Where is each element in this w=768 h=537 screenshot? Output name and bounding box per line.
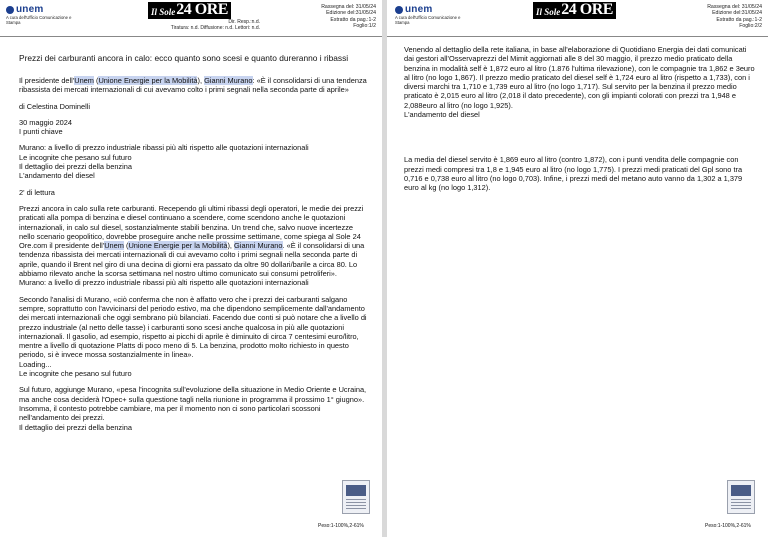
- date-and-keypoints: [19, 118, 367, 137]
- article-title: Prezzi dei carburanti ancora in calo: ecco quanto sono scesi e quanto dureranno i ribassi: [19, 53, 349, 63]
- article-body-page-1: [19, 53, 367, 439]
- unem-dot-icon: [6, 6, 14, 14]
- peso-label: Peso:1-100%,2-61%: [705, 523, 751, 529]
- highlight-name: Gianni Murano: [204, 76, 253, 85]
- body-paragraph-diesel: La media del diesel servito è 1,869 euro al litro (contro 1,872), con i punti vendita delle compagnie con prezzi medi compresi tra 1,8 e 1,945 euro al litro (no logo 1,775). I prezzi medi praticati del Gpl sono tra 0,716 e 0,738 euro al litro (no logo 0,703). Infine, i prezzi medi del metano auto vanno da 1,302 a 1,379 euro al kg (no logo 1,312).: [404, 155, 743, 193]
- header-center-meta: Dir. Resp.:n.d. Tiratura: n.d. Diffusione: n.d. Lettori: n.d.: [170, 19, 260, 31]
- clipping-page-2: [387, 0, 768, 537]
- unem-wordmark: unem: [405, 4, 433, 15]
- unem-logo: [395, 4, 465, 25]
- unem-wordmark: unem: [16, 4, 44, 15]
- header-right-meta: Rassegna del: 31/05/24 Edizione del:31/05/24 Estratto da pag.:1-2 Foglio:2/2: [707, 4, 762, 30]
- page-thumbnail-image: [727, 480, 755, 514]
- list-item: L'andamento del diesel: [19, 171, 95, 181]
- highlight-unem: Unem: [74, 76, 94, 85]
- sole24ore-logo: Il Sole 24 ORE: [533, 2, 616, 19]
- highlight-org: Unione Energie per la Mobilità: [98, 76, 198, 85]
- article-lead: Il presidente dell'Unem (Unione Energie per la Mobilità), Gianni Murano: «È il consolidarsi di una tendenza ribassista dei mercati internazionali di cui avevamo colto i primi segnali nella seconda parte di aprile»: [19, 76, 367, 95]
- unem-subtitle: A cura dell'Ufficio Comunicazione e Stampa: [395, 15, 461, 25]
- loading-text: Loading...: [19, 359, 52, 369]
- header-rule: [387, 36, 768, 37]
- header-rule: [0, 36, 382, 37]
- list-item: Il dettaglio dei prezzi della benzina: [19, 162, 132, 172]
- body-paragraph-2: Secondo l'analisi di Murano, «ciò conferma che non è affatto vero che i prezzi dei carburanti salgano sempre, soprattutto con l'avvicinarsi del periodo estivo, ma che dipendono semplicemente dall'andamento dei mercati internazionali che oggi sembrano più bilanciati. Facendo due conti si può notare che a livello di prezzo industriale (al netto delle tasse) i carburanti sono scesi anche qualcosa in più alle quotazioni internazionali. Il gasolio, ad esempio, rispetto ai picchi di aprile è diminuito di circa 7 centesimi euro/litro, mentre a livello di quotazione Platts di poco meno di 5. La benzina, prodotto molto richiesto in questo periodo, si è invece mossa sostanzialmente in linea». Loading... Le incognite che pesano sul futuro: [19, 294, 367, 379]
- list-item: Le incognite che pesano sul futuro: [19, 152, 132, 162]
- body-paragraph-benzina: Venendo al dettaglio della rete italiana, in base all'elaborazione di Quotidiano Energia dei dati comunicati dai gestori all'Osservaprezzi del Mimit aggiornati alle 8 del 30 maggio, il prezzo medio praticato della benzina in modalità self è 1,872 euro al litro (1.876 l'ultima rilevazione), con le compagnie tra 1,862 e 3euro al litro (no logo 1,867). Il prezzo medio praticato del diesel self è 1,724 euro al litro (rispetto a 1,733), con i diversi marchi tra 1,710 e 1,739 euro al litro (no logo 1,717). Sul servito per la benzina il prezzo medio praticato è 2,015 euro al litro (2,018 il dato precedente), con gli impianti colorati con prezzi tra 1,948 e 2,088euro al litro (no logo 1,925). L'andamento del diesel: [404, 45, 755, 120]
- unem-logo: [6, 4, 76, 25]
- body-paragraph-1: Prezzi ancora in calo sulla rete carburanti. Recependo gli ultimi ribassi degli operatori, le medie dei prezzi praticati alla pompa di benzina e diesel continuano a scendere, come scendono anche le quotazioni internazionali, in calo sul diesel, sostanzialmente stabili benzina. Un trend che, salvo nuove incertezze nello scenario geopolitico, dovrebbe proseguire anche nelle prossime settimane, come spiega al Sole 24 Ore.com il presidente dell'Unem (Unione Energie per la Mobilità), Gianni Murano. «È il consolidarsi di una tendenza ribassista dei mercati internazionali di cui avevamo colto i primi segnali nella seconda parte di aprile, quando il Brent nel giro di una decina di giorni era passato da oltre 90 dollari/barile a circa 80. Lo abbiamo rilevato anche la scorsa settimana nel nostro ultimo comunicato sui consumi petroliferi». Murano: a livello di prezzo industriale ribassi più alti rispetto alle quotazioni internazionali: [19, 203, 365, 288]
- unem-subtitle: A cura dell'Ufficio Comunicazione e Stampa: [6, 15, 72, 25]
- unem-dot-icon: [395, 6, 403, 14]
- date-line: 30 maggio 2024: [19, 117, 73, 127]
- highlight-org: Unione Energie per la Mobilità: [128, 241, 228, 251]
- clipping-page-1: [0, 0, 382, 537]
- read-time: 2' di lettura: [19, 187, 55, 197]
- key-points-label: I punti chiave: [19, 127, 63, 137]
- page-thumbnail-image: [342, 480, 370, 514]
- article-body-page-2: [404, 45, 756, 200]
- header-right-meta: Rassegna del: 31/05/24 Edizione del:31/05/24 Estratto da pag.:1-2 Foglio:1/2: [321, 4, 376, 30]
- key-points-list: [19, 143, 367, 180]
- list-item: Murano: a livello di prezzo industriale ribassi più alti rispetto alle quotazioni internazionali: [19, 143, 309, 153]
- highlight-name: Gianni Murano: [234, 241, 283, 251]
- sole24ore-logo: Il Sole 24 ORE: [148, 2, 231, 19]
- body-paragraph-3: Sul futuro, aggiunge Murano, «pesa l'incognita sull'evoluzione della situazione in Medio Oriente e Ucraina, ma anche cosa deciderà l'Opec+ sulla questione tagli nella riunione in programma il prossimo 1° giugno». Insomma, il contesto potrebbe cambiare, ma per il momento non ci sono particolari scossoni nell'andamento dei prezzi. Il dettaglio dei prezzi della benzina: [19, 385, 367, 432]
- peso-label: Peso:1-100%,2-61%: [318, 523, 364, 529]
- byline: di Celestina Dominelli: [19, 101, 91, 111]
- highlight-unem: Unem: [104, 241, 124, 251]
